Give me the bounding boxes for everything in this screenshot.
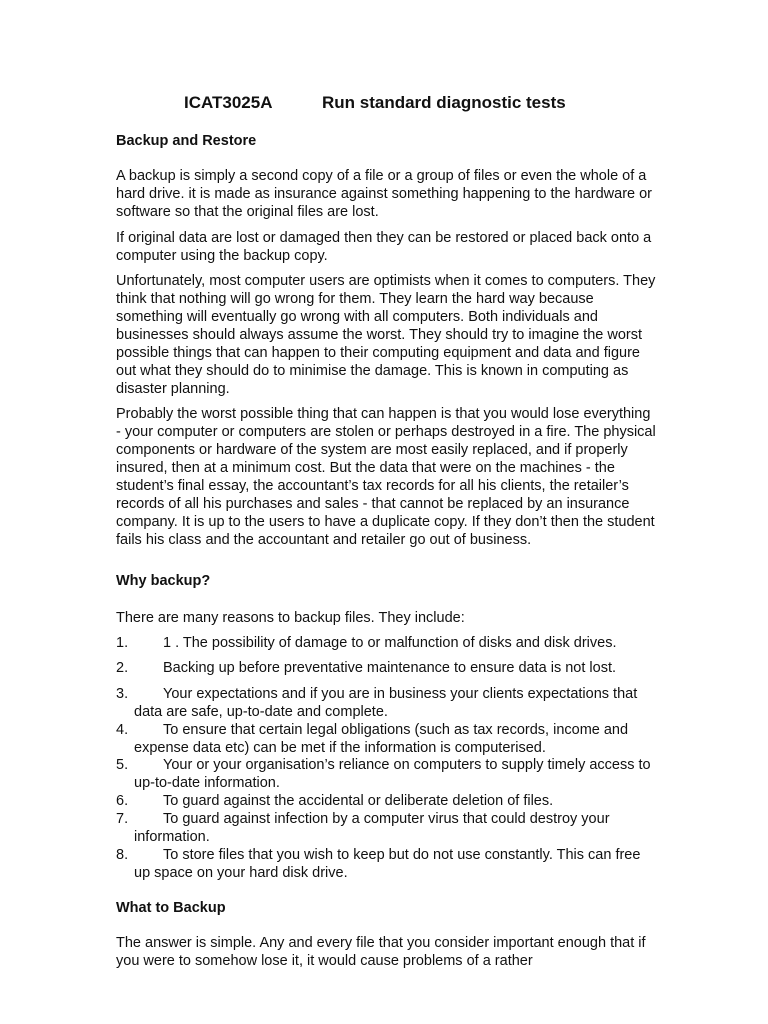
list-text: To store files that you wish to keep but do not use constantly. This can free up space on your hard disk drive. [134, 847, 641, 881]
list-item [116, 685, 656, 721]
unit-name: Run standard diagnostic tests [322, 93, 566, 112]
list-number: 1. [116, 635, 129, 651]
list-text: 1 . The possibility of damage to or malfunction of disks and disk drives. [163, 635, 617, 651]
paragraph: A backup is simply a second copy of a file or a group of files or even the whole of a hard drive. it is made as insurance against something happening to the hardware or software so that the original files are lost. [116, 168, 653, 220]
list-number: 2. [116, 660, 129, 676]
list-number: 6. [116, 793, 129, 809]
list-intro: There are many reasons to backup files. They include: [116, 610, 465, 626]
list-text: To guard against infection by a computer virus that could destroy your information. [134, 811, 610, 845]
heading-backup-restore: Backup and Restore [116, 133, 257, 149]
document-title [184, 93, 624, 113]
paragraph: If original data are lost or damaged then they can be restored or placed back onto a computer using the backup copy. [116, 230, 652, 264]
list-item [116, 756, 656, 792]
heading-what-to-backup: What to Backup [116, 900, 226, 916]
list-text: To guard against the accidental or deliberate deletion of files. [163, 793, 554, 809]
list-text: Your expectations and if you are in business your clients expectations that data are safe, up-to-date and complete. [134, 686, 638, 720]
list-number: 8. [116, 847, 129, 863]
list-item [116, 810, 656, 846]
list-text: Backing up before preventative maintenance to ensure data is not lost. [163, 660, 617, 676]
heading-why-backup: Why backup? [116, 573, 211, 589]
list-number: 7. [116, 811, 129, 827]
list-item [116, 846, 656, 882]
paragraph: Unfortunately, most computer users are optimists when it comes to computers. They think that nothing will go wrong for them. They learn the hard way because something will eventually go wrong with all computers. Both individuals and businesses should always assume the worst. They should try to imagine the worst possible things that can happen to their computing equipment and data and figure out what they should do to minimise the damage. This is known in computing as disaster planning. [116, 273, 656, 397]
list-item [116, 634, 656, 652]
list-item [116, 792, 656, 810]
list-item [116, 721, 656, 757]
list-number: 4. [116, 722, 129, 738]
unit-code: ICAT3025A [184, 93, 273, 112]
list-number: 5. [116, 757, 129, 773]
paragraph: The answer is simple. Any and every file that you consider important enough that if you were to somehow lose it, it would cause problems of a rather [116, 935, 646, 969]
list-item [116, 659, 656, 677]
list-text: To ensure that certain legal obligations (such as tax records, income and expense data etc) can be met if the information is computerised. [134, 722, 629, 756]
paragraph: Probably the worst possible thing that can happen is that you would lose everything - your computer or computers are stolen or perhaps destroyed in a fire. The physical components or hardware of the system are most easily replaced, and if properly insured, then at a minimum cost. But the data that were on the machines - the student’s final essay, the accountant’s tax records for all his clients, the retailer’s records of all his purchases and sales - that cannot be replaced by an insurance company. It is up to the users to have a duplicate copy. If they don’t then the student fails his class and the accountant and retailer go out of business. [116, 406, 656, 548]
list-number: 3. [116, 686, 129, 702]
list-text: Your or your organisation’s reliance on computers to supply timely access to up-to-date information. [134, 757, 651, 791]
